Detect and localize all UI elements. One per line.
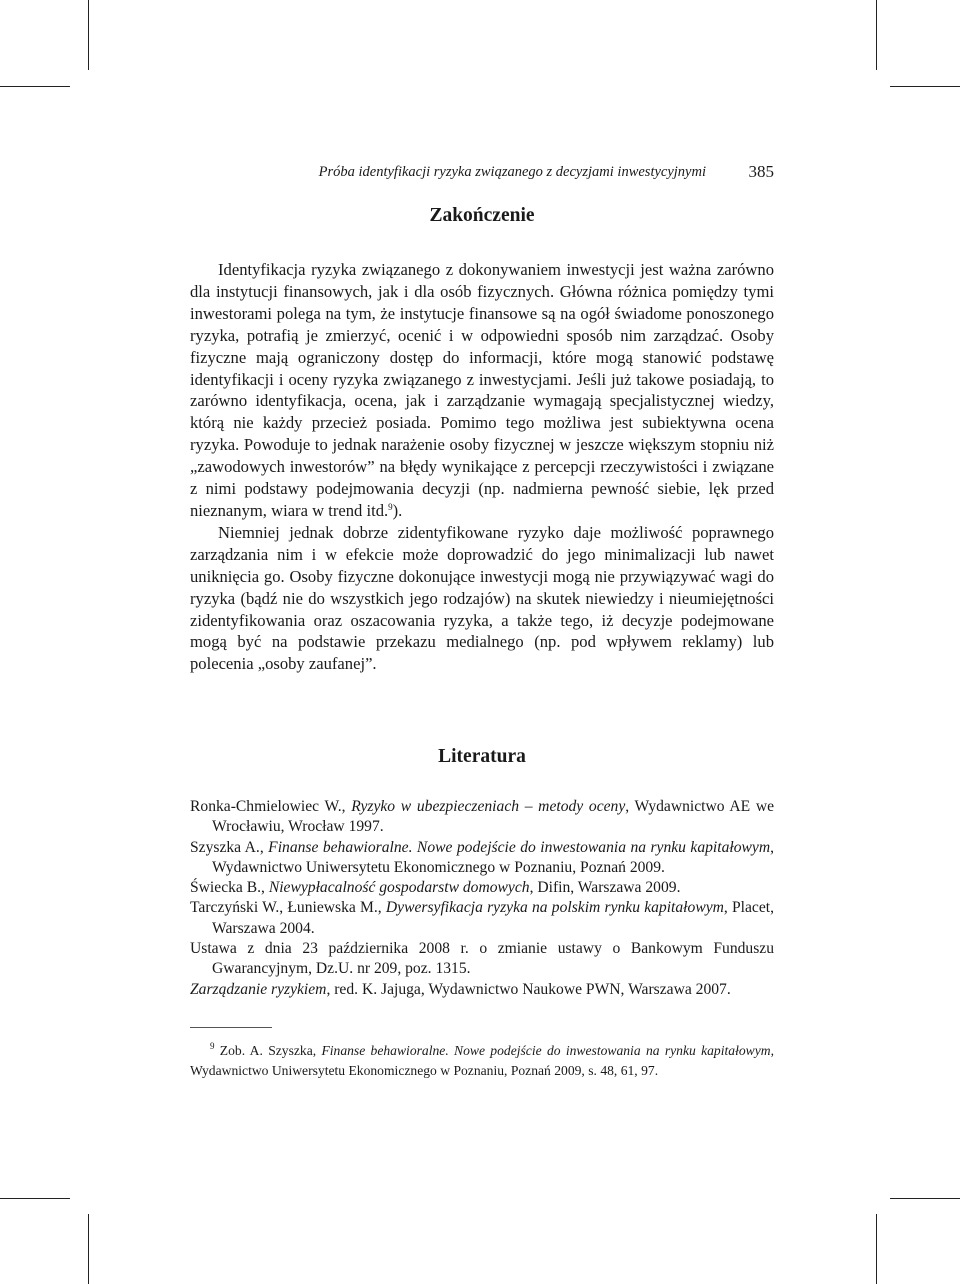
conclusion-body bbox=[190, 259, 774, 675]
paragraph-text: Identyfikacja ryzyka związanego z dokonywaniem inwestycji jest ważna zarówno dla instytucji finansowych, jak i dla osób fizycznych. Główna różnica pomiędzy tymi inwestorami polega na tym, że instytucje finansowe są na ogół świadome ponoszonego ryzyka, potrafią je zmierzyć, ocenić i w odpowiedni sposób nim zarządzać. Osoby fizyczne mają ograniczony dostęp do informacji, które mogą stanowić podstawę identyfikacji i oceny ryzyka związanego z inwestycjami. Jeśli już takowe posiadają, to zarówno identyfikacja, ocena, jak i zarządzanie wymagają specjalistycznej wiedzy, którą nie każdy przecież posiada. Pomimo tego możliwa jest subiektywna ocena ryzyka. Powoduje to jednak narażenie osoby fizycznej w jeszcze większym stopniu niż „zawodowych inwestorów” na błędy wynikające z percepcji rzeczywistości i związane z nimi podstawy podejmowania decyzji (np. nadmierna pewność siebie, lęk przed nieznanym, wiara w trend itd. bbox=[190, 260, 774, 520]
footnote-ref[interactable]: 9 bbox=[388, 501, 393, 512]
section-heading-literature: Literatura bbox=[438, 746, 526, 767]
crop-mark bbox=[876, 1214, 877, 1284]
crop-mark bbox=[890, 86, 960, 87]
ref-title: Dywersyfikacja ryzyka na polskim rynku kapitałowym bbox=[385, 899, 724, 917]
ref-author: Szyszka A., bbox=[190, 838, 269, 856]
crop-mark bbox=[88, 0, 89, 70]
ref-publisher: , Wydawnictwo AE we Wrocławiu, Wrocław 1997. bbox=[212, 798, 775, 836]
footnote-post: , Wydawnictwo Uniwersytetu Ekonomicznego w Poznaniu, Poznań 2009, s. 48, 61, 97. bbox=[190, 1043, 774, 1078]
ref-author: Tarczyński W., Łuniewska M., bbox=[190, 899, 386, 917]
reference-item bbox=[190, 838, 774, 879]
crop-mark bbox=[0, 1198, 70, 1199]
running-title: Próba identyfikacji ryzyka związanego z decyzjami inwestycyjnymi bbox=[318, 164, 706, 180]
ref-publisher: , Wydawnictwo Uniwersytetu Ekonomicznego w Poznaniu, Poznań 2009. bbox=[212, 838, 774, 876]
paragraph: Niemniej jednak dobrze zidentyfikowane ryzyko daje możliwość poprawnego zarządzania nim i w efekcie może doprowadzić do jego minimalizacji lub nawet uniknięcia go. Osoby fizyczne dokonujące inwestycji mogą nie przywiązywać wagi do ryzyka (bądź nie do wszystkich jego rodzajów) na skutek niewiedzy i nieumiejętności zidentyfikowania oraz oszacowania ryzyka, a także tego, iż decyzje podejmowane mogą być na podstawie przekazu medialnego (np. pod wpływem reklamy) lub polecenia „osoby zaufanej”. bbox=[190, 522, 774, 674]
crop-mark bbox=[88, 1214, 89, 1284]
crop-mark bbox=[890, 1198, 960, 1199]
reference-item bbox=[190, 797, 774, 838]
ref-title: Niewypłacalność gospodarstw domowych bbox=[268, 879, 530, 897]
footnote-number: 9 bbox=[210, 1041, 215, 1051]
ref-publisher: , Placet, Warszawa 2004. bbox=[212, 899, 775, 937]
running-head bbox=[190, 162, 774, 184]
ref-author: Ronka-Chmielowiec W., bbox=[190, 798, 352, 815]
footnote-title: Finanse behawioralne. Nowe podejście do inwestowania na rynku kapitałowym bbox=[321, 1043, 771, 1058]
crop-mark bbox=[876, 0, 877, 70]
page-number: 385 bbox=[748, 162, 774, 181]
reference-item bbox=[190, 980, 774, 1000]
ref-title: Finanse behawioralne. Nowe podejście do inwestowania na rynku kapitałowym bbox=[268, 838, 771, 856]
crop-mark bbox=[0, 86, 70, 87]
ref-publisher: , red. K. Jajuga, Wydawnictwo Naukowe PWN, Warszawa 2007. bbox=[326, 980, 731, 998]
ref-author: Świecka B., bbox=[190, 879, 269, 897]
footnote-text bbox=[190, 1041, 774, 1080]
reference-item bbox=[190, 878, 774, 898]
ref-title: Zarządzanie ryzykiem bbox=[190, 980, 327, 998]
ref-title: Ryzyko w ubezpieczeniach – metody oceny bbox=[351, 798, 626, 815]
reference-item bbox=[190, 898, 774, 939]
section-heading-conclusion: Zakończenie bbox=[429, 205, 535, 226]
ref-publisher: , Difin, Warszawa 2009. bbox=[529, 879, 681, 897]
footnote-divider bbox=[190, 1027, 272, 1028]
paragraph-text: ). bbox=[392, 500, 403, 520]
footnote-pre: Zob. A. Szyszka, bbox=[214, 1043, 322, 1058]
ref-author: Ustawa z dnia 23 października 2008 r. o zmianie ustawy o Bankowym Funduszu Gwarancyjnym, Dz.U. nr 209, poz. 1315. bbox=[190, 940, 774, 978]
reference-item bbox=[190, 939, 774, 980]
footnote bbox=[190, 1041, 774, 1080]
reference-list bbox=[190, 797, 774, 1000]
paragraph bbox=[190, 259, 774, 522]
